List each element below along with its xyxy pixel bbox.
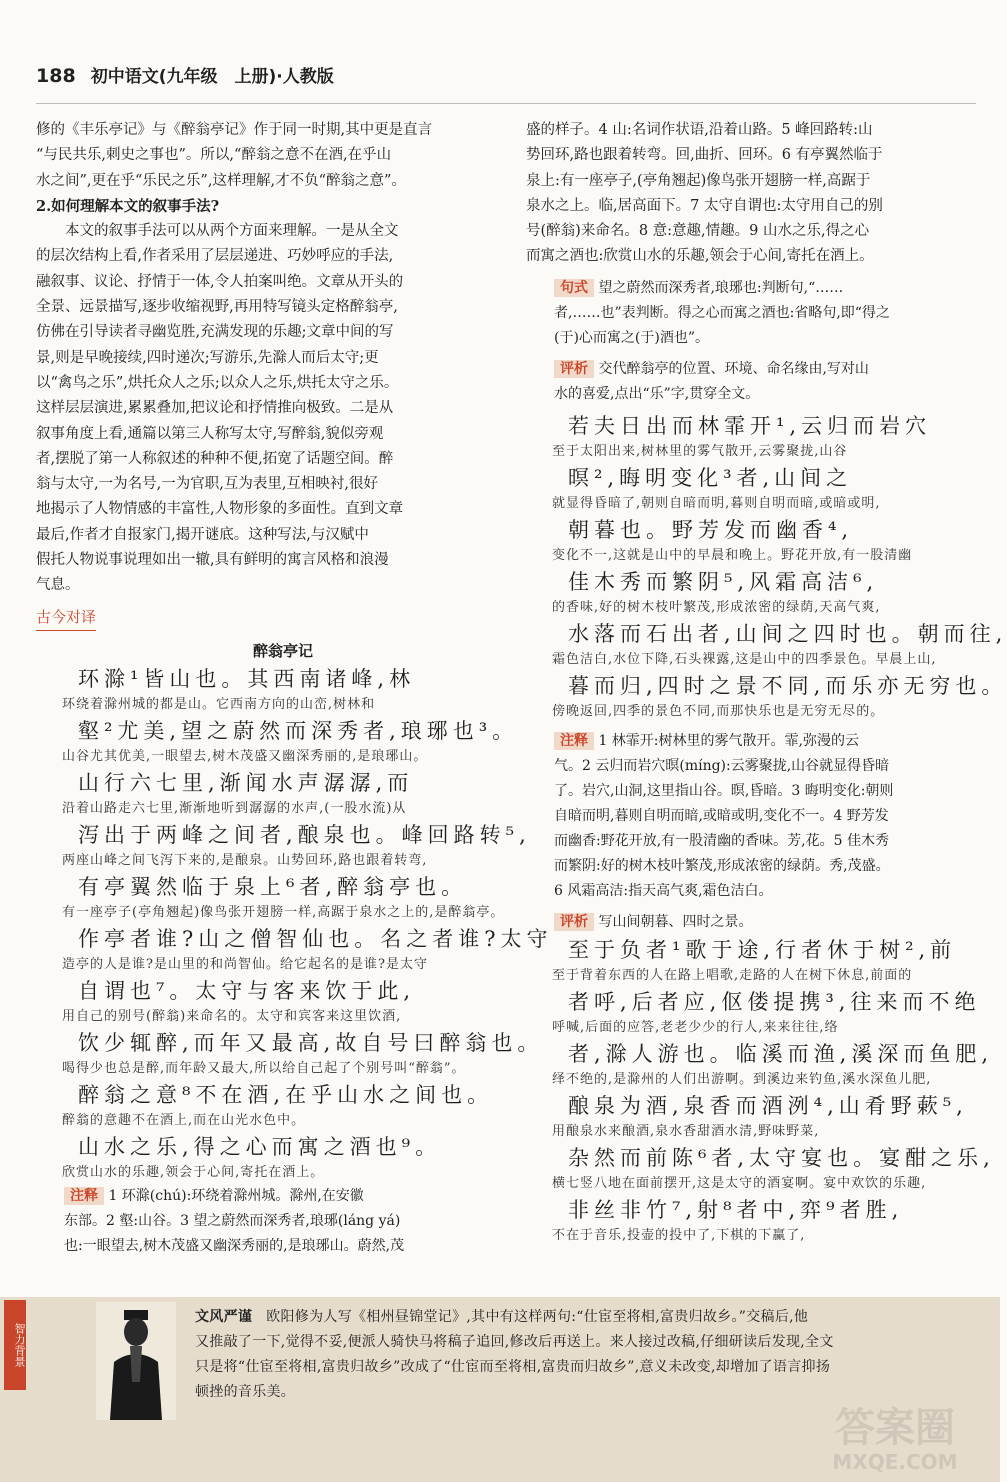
intro-line: 水之间”,更在乎“乐民之乐”,这样理解,才不负“醉翁之意”。 <box>36 172 406 189</box>
original-line: 自谓也⁷。太守与客来饮于此, <box>78 979 416 1004</box>
watermark-line-1: 答案圈 <box>835 1405 955 1451</box>
translation-line: 霜色洁白,水位下降,石头裸露,这是山中的四季景色。早晨上山, <box>552 651 937 667</box>
original-line: 环滁¹皆山也。其西南诸峰,林 <box>78 667 416 692</box>
note-line: 而寓之酒也:欣赏山水的乐趣,领会于心间,寄托在酒上。 <box>526 248 874 265</box>
answer-line: 假托人物说事说理如出一辙,具有鲜明的寓言风格和浪漫 <box>36 552 389 569</box>
author-portrait-image <box>96 1302 176 1420</box>
answer-line: 气息。 <box>36 577 80 594</box>
translation-line: 山谷尤其优美,一眼望去,树木茂盛又幽深秀丽的,是琅琊山。 <box>62 749 428 765</box>
note-line: 1 林霏开:树林里的雾气散开。霏,弥漫的云 <box>598 732 859 749</box>
original-line: 醉翁之意⁸不在酒,在乎山水之间也。 <box>78 1083 494 1108</box>
note-tag: 注释 <box>554 732 594 750</box>
watermark-line-2: MXQE.COM <box>832 1450 958 1474</box>
note-line: 6 风霜高洁:指天高气爽,霜色洁白。 <box>554 882 773 899</box>
translation-line: 醉翁的意趣不在酒上,而在山光水色中。 <box>62 1113 306 1129</box>
translation-line: 沿着山路走六七里,渐渐地听到潺潺的水声,(一股水流)从 <box>62 801 407 817</box>
translation-line: 的香味,好的树木枝叶繁茂,形成浓密的绿荫,天高气爽, <box>552 599 881 615</box>
analysis-block <box>526 357 974 382</box>
translation-line: 不在于音乐,投壶的投中了,下棋的下赢了, <box>552 1227 806 1243</box>
note-line: 号(醉翁)来命名。8 意:意趣,情趣。9 山水之乐,得之心 <box>526 223 870 240</box>
story-line <box>195 1305 965 1330</box>
answer-line: 以“禽鸟之乐”,烘托众人之乐;以众人之乐,烘托太守之乐。 <box>36 374 399 391</box>
book-title: 初中语文(九年级 上册)·人教版 <box>90 67 334 87</box>
original-line: 饮少辄醉,而年又最高,故自号曰醉翁也。 <box>78 1031 544 1056</box>
translation-line: 变化不一,这就是山中的早晨和晚上。野花开放,有一股清幽 <box>552 547 913 563</box>
story-line: 只是将“仕宦至将相,富贵归故乡”改成了“仕宦而至将相,富贵而归故乡”,意义未改变,却增加了语言抑扬 <box>195 1359 831 1375</box>
answer-line: 者,摆脱了第一人称叙述的种种不便,拓宽了话题空间。醉 <box>36 450 394 467</box>
translation-line: 有一座亭子(亭角翘起)像鸟张开翅膀一样,高踞于泉水之上的,是醉翁亭。 <box>62 905 505 921</box>
syntax-line: (于)心而寓之(于)酒也”。 <box>554 329 710 346</box>
original-line: 者,滁人游也。临溪而渔,溪深而鱼肥, <box>568 1041 994 1066</box>
original-line: 水落而石出者,山间之四时也。朝而往, <box>568 621 1007 646</box>
original-line: 佳木秀而繁阴⁵,风霜高洁⁶, <box>568 569 879 594</box>
note-line: 势回环,路也跟着转弯。回,曲折、回环。6 有亭翼然临于 <box>526 147 883 164</box>
original-line: 暮而归,四时之景不同,而乐亦无穷也。 <box>568 673 1007 698</box>
original-line: 暝²,晦明变化³者,山间之 <box>568 465 853 490</box>
answer-line: 最后,作者才自报家门,揭开谜底。这种写法,与汉赋中 <box>36 526 369 543</box>
story-line-text: 欧阳修为人写《相州昼锦堂记》,其中有这样两句:“仕宦至将相,富贵归故乡。”交稿后,他 <box>266 1309 809 1325</box>
translation-line: 环绕着滁州城的都是山。它西南方向的山峦,树林和 <box>62 697 376 713</box>
note-line: 盛的样子。4 山:名词作状语,沿着山路。5 峰回路转:山 <box>526 122 873 138</box>
story-line: 顿挫的音乐美。 <box>195 1384 296 1400</box>
translation-line: 用酿泉水来酿酒,泉水香甜酒水清,野味野菜, <box>552 1123 820 1139</box>
translation-line: 至于背着东西的人在路上唱歌,走路的人在树下休息,前面的 <box>552 967 913 983</box>
original-line: 若夫日出而林霏开¹,云归而岩穴 <box>568 413 932 438</box>
original-line: 山水之乐,得之心而寓之酒也⁹。 <box>78 1135 442 1160</box>
note-block <box>526 729 974 754</box>
original-line: 非丝非竹⁷,射⁸者中,弈⁹者胜, <box>568 1197 904 1222</box>
story-text <box>195 1305 965 1405</box>
syntax-block <box>526 276 974 301</box>
original-line: 有亭翼然临于泉上⁶者,醉翁亭也。 <box>78 875 468 900</box>
essay-title: 醉翁亭记 <box>252 641 313 660</box>
translation-line: 绎不绝的,是滁州的人们出游啊。到溪边来钓鱼,溪水深鱼儿肥, <box>552 1071 932 1087</box>
note-line: 1 环滁(chú):环绕着滁州城。滁州,在安徽 <box>108 1188 364 1205</box>
translation-line: 两座山峰之间飞泻下来的,是酿泉。山势回环,路也跟着转弯, <box>62 853 428 869</box>
answer-line: 地揭示了人物情感的丰富性,人物形象的多面性。直到文章 <box>36 501 404 518</box>
note-line: 泉上:有一座亭子,(亭角翘起)像鸟张开翅膀一样,高踞于 <box>526 172 871 189</box>
translation-line: 傍晚返回,四季的景色不同,而那快乐也是无穷无尽的。 <box>552 703 885 719</box>
answer-line: 叙事角度上看,通篇以第三人称写太守,写醉翁,貌似旁观 <box>36 425 384 442</box>
note-line: 泉水之上。临,居高面下。7 太守自谓也:太守用自己的别 <box>526 197 883 214</box>
original-line: 杂然而前陈⁶者,太守宴也。宴酣之乐, <box>568 1145 995 1170</box>
side-tab-label: 智力背景 <box>4 1300 26 1390</box>
answer-line: 本文的叙事手法可以从两个方面来理解。一是从全文 <box>65 223 399 240</box>
note-line: 了。岩穴,山洞,这里指山谷。暝,昏暗。3 晦明变化:朝则 <box>554 782 894 799</box>
note-line: 自暗而明,暮则自明而暗,或暗或明,变化不一。4 野芳发 <box>554 807 889 824</box>
original-line: 朝暮也。野芳发而幽香⁴, <box>568 517 854 542</box>
question-heading: 2.如何理解本文的叙事手法? <box>36 197 220 215</box>
answer-line: 全景、远景描写,逐步收缩视野,再用特写镜头定格醉翁亭, <box>36 299 398 316</box>
answer-line: 这样层层演进,累累叠加,把议论和抒情推向极致。二是从 <box>36 400 394 417</box>
header-divider <box>36 103 976 104</box>
note-line: 也:一眼望去,树木茂盛又幽深秀丽的,是琅琊山。蔚然,茂 <box>64 1238 405 1255</box>
original-line: 者呼,后者应,伛偻提携³,往来而不绝 <box>568 989 981 1014</box>
note-line: 东部。2 壑:山谷。3 望之蔚然而深秀者,琅琊(láng yá) <box>64 1213 401 1230</box>
translation-line: 横七竖八地在面前摆开,这是太守的酒宴啊。宴中欢饮的乐趣, <box>552 1175 927 1191</box>
note-block <box>36 1184 500 1209</box>
note-line: 气。2 云归而岩穴暝(míng):云雾聚拢,山谷就显得昏暗 <box>554 757 890 774</box>
original-line: 壑²尤美,望之蔚然而深秀者,琅琊也³。 <box>78 719 519 744</box>
translation-line: 造亭的人是谁?是山里的和尚智仙。给它起名的是谁?是太守 <box>62 957 428 973</box>
translation-line: 用自己的别号(醉翁)来命名的。太守和宾客来这里饮酒, <box>62 1009 402 1025</box>
translation-line: 呼喊,后面的应答,老老少少的行人,来来往往,络 <box>552 1019 839 1035</box>
analysis-line: 写山间朝暮、四时之景。 <box>598 913 753 930</box>
analysis-tag: 评析 <box>554 913 594 931</box>
translation-line: 就显得昏暗了,朝则自暗而明,暮则自明而暗,或暗或明, <box>552 495 881 511</box>
note-line: 而繁阴:好的树木枝叶繁茂,形成浓密的绿荫。秀,茂盛。 <box>554 857 890 874</box>
answer-line: 的层次结构上看,作者采用了层层递进、巧妙呼应的手法, <box>36 248 394 265</box>
left-column <box>36 118 553 1259</box>
intro-line: “与民共乐,刺史之事也”。所以,“醉翁之意不在酒,在乎山 <box>36 147 392 164</box>
translation-line: 喝得少也总是醉,而年龄又最大,所以给自己起了个别号叫“醉翁”。 <box>62 1061 466 1077</box>
section-label: 古今对译 <box>36 605 96 631</box>
story-line: 又推敲了一下,觉得不妥,便派人骑快马将稿子追回,修改后再送上。来人接过改稿,仔细研读后发现,全文 <box>195 1334 834 1350</box>
right-column <box>526 118 1007 1247</box>
page-header <box>36 62 976 104</box>
answer-line: 融叙事、议论、抒情于一体,令人拍案叫绝。文章从开头的 <box>36 273 404 290</box>
intro-line: 修的《丰乐亭记》与《醉翁亭记》作于同一时期,其中更是直言 <box>36 122 433 138</box>
original-line: 泻出于两峰之间者,酿泉也。峰回路转⁵, <box>78 823 531 848</box>
syntax-tag: 句式 <box>554 279 594 297</box>
answer-line: 翁与太守,一为名号,一为官职,互为表里,互相映衬,很好 <box>36 476 379 493</box>
note-line: 而幽香:野花开放,有一股清幽的香味。芳,花。5 佳木秀 <box>554 832 889 849</box>
page-number: 188 <box>36 65 76 87</box>
answer-line: 景,则是早晚接续,四时递次;写游乐,先滁人而后太守;更 <box>36 349 379 366</box>
story-title: 文风严谨 <box>195 1309 253 1325</box>
analysis-block <box>526 910 974 935</box>
note-tag: 注释 <box>64 1187 104 1205</box>
translation-line: 至于太阳出来,树林里的雾气散开,云雾聚拢,山谷 <box>552 443 848 459</box>
analysis-line: 水的喜爱,点出“乐”字,贯穿全文。 <box>554 385 760 402</box>
analysis-line: 交代醉翁亭的位置、环境、命名缘由,写对山 <box>598 360 869 377</box>
original-line: 山行六七里,渐闻水声潺潺,而 <box>78 771 414 796</box>
portrait-figure-icon <box>96 1302 176 1420</box>
original-line: 至于负者¹歌于途,行者休于树²,前 <box>568 937 957 962</box>
translation-line: 欣赏山水的乐趣,领会于心间,寄托在酒上。 <box>62 1165 325 1181</box>
syntax-line: 者,……也”表判断。得之心而寓之酒也:省略句,即“得之 <box>554 304 890 321</box>
answer-line: 仿佛在引导读者寻幽览胜,充满发现的乐趣;文章中间的写 <box>36 324 394 341</box>
syntax-line: 望之蔚然而深秀者,琅琊也:判断句,“…… <box>598 279 844 296</box>
watermark <box>800 1405 990 1475</box>
original-line: 作亭者谁?山之僧智仙也。名之者谁?太守 <box>78 927 553 952</box>
analysis-tag: 评析 <box>554 360 594 378</box>
original-line: 酿泉为酒,泉香而酒洌⁴,山肴野蔌⁵, <box>568 1093 968 1118</box>
